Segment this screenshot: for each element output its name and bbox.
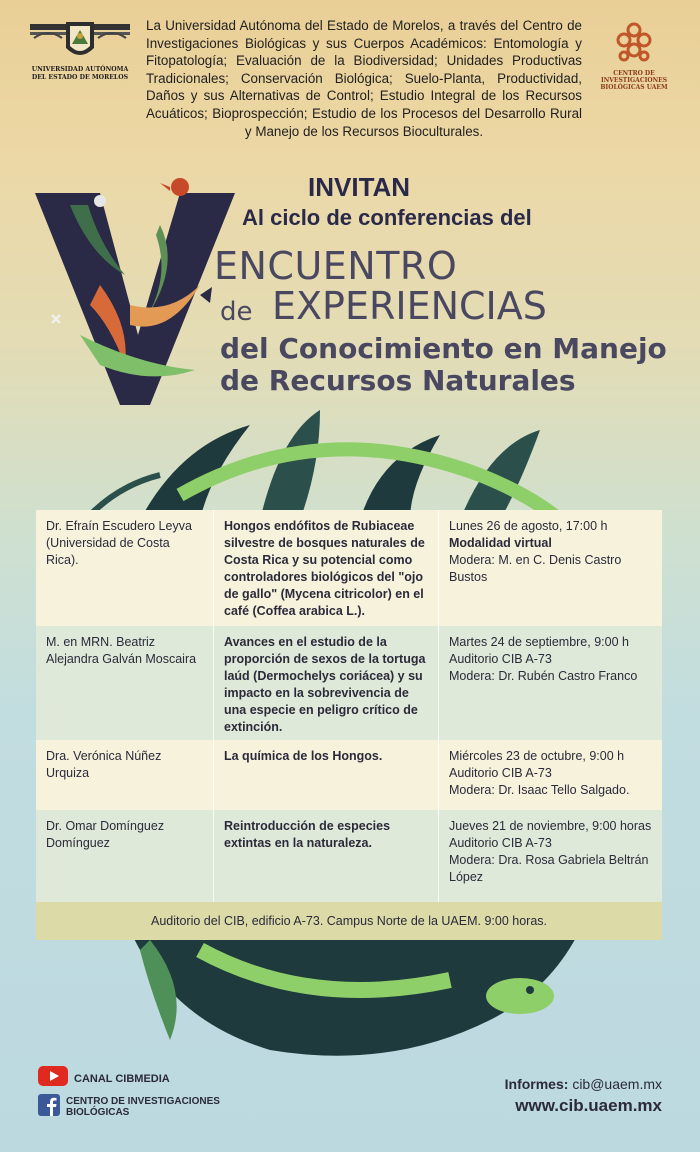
topic-cell: La química de los Hongos. bbox=[213, 740, 439, 810]
details-cell bbox=[439, 510, 662, 626]
title-line-1: ENCUENTRO bbox=[214, 244, 458, 288]
table-row bbox=[36, 810, 662, 902]
uaem-shield-icon bbox=[28, 18, 132, 64]
header-intro-text: La Universidad Autónoma del Estado de Morelos, a través del Centro de Investigaciones Biológicas y sus Cuerpos Académicos: Entomología y Fitopatología; Evaluación de la Biodiversidad; Unidades Productivas Tradicionales; Conservación Biológica; Suelo-Planta, Productividad, Daños y sus Alternativas de Control; Estudio Integral de los Recursos Acuáticos; Bioprospección; Estudio de los Procesos del Desarrollo Rural y Manejo de los Recursos Bioculturales. bbox=[146, 18, 582, 139]
speaker-cell: Dr. Efraín Escudero Leyva (Universidad de Costa Rica). bbox=[46, 519, 192, 567]
youtube-icon[interactable] bbox=[38, 1066, 68, 1086]
facebook-icon[interactable] bbox=[38, 1094, 60, 1116]
contact-email-link[interactable]: cib@uaem.mx bbox=[572, 1076, 662, 1092]
contact-informes bbox=[505, 1076, 662, 1092]
v-leaves-illustration bbox=[30, 165, 240, 410]
moderator-text: Modera: M. en C. Denis Castro Bustos bbox=[449, 553, 622, 584]
informes-label: Informes: bbox=[504, 1076, 569, 1092]
title-line-2-prefix: de bbox=[220, 297, 253, 327]
table-row bbox=[36, 626, 662, 740]
moderator-text: Modera: Dr. Isaac Tello Salgado. bbox=[449, 783, 630, 797]
uaem-name: UNIVERSIDAD AUTÓNOMA DEL ESTADO DE MORELOS bbox=[31, 66, 129, 81]
lizard-decoration-bottom bbox=[110, 930, 590, 1060]
speaker-cell: Dra. Verónica Núñez Urquiza bbox=[46, 749, 162, 780]
details-cell bbox=[439, 626, 662, 740]
subtitle-heading: Al ciclo de conferencias del bbox=[242, 205, 532, 230]
place-text: Auditorio CIB A-73 bbox=[449, 836, 552, 850]
cib-emblem-icon bbox=[612, 20, 656, 64]
title-line-3: del Conocimiento en Manejo bbox=[220, 332, 667, 365]
moderator-text: Modera: Dra. Rosa Gabriela Beltrán López bbox=[449, 853, 649, 884]
date-text: Lunes 26 de agosto, 17:00 h bbox=[449, 519, 608, 533]
place-text: Auditorio CIB A-73 bbox=[449, 766, 552, 780]
date-text: Martes 24 de septiembre, 9:00 h bbox=[449, 635, 629, 649]
title-line-2: EXPERIENCIAS bbox=[272, 284, 547, 328]
website-link[interactable]: www.cib.uaem.mx bbox=[515, 1096, 662, 1115]
table-row bbox=[36, 510, 662, 626]
invitan-heading: INVITAN bbox=[308, 172, 411, 202]
place-text: Modalidad virtual bbox=[449, 536, 552, 550]
table-row bbox=[36, 740, 662, 810]
topic-cell: Reintroducción de especies extintas en la naturaleza. bbox=[213, 810, 439, 902]
topic-cell: Hongos endófitos de Rubiaceae silvestre de bosques naturales de Costa Rica y su potencial como controladores biológicos del "ojo de gallo" (Mycena citricolor) en el café (Coffea arabica L.). bbox=[213, 510, 439, 626]
title-line-4: de Recursos Naturales bbox=[220, 364, 576, 397]
cib-name: CENTRO DE INVESTIGACIONES BIOLÓGICAS UAEM bbox=[600, 70, 668, 91]
uaem-logo bbox=[28, 18, 132, 88]
date-text: Jueves 21 de noviembre, 9:00 horas bbox=[449, 819, 652, 833]
date-text: Miércoles 23 de octubre, 9:00 h bbox=[449, 749, 625, 763]
speaker-cell: M. en MRN. Beatriz Alejandra Galván Moscaira bbox=[46, 635, 197, 666]
facebook-page-link[interactable]: CENTRO DE INVESTIGACIONES BIOLÓGICAS bbox=[66, 1096, 220, 1118]
speaker-cell: Dr. Omar Domínguez Domínguez bbox=[46, 819, 165, 850]
details-cell bbox=[439, 740, 662, 810]
cib-logo bbox=[596, 20, 672, 96]
topic-cell: Avances en el estudio de la proporción de sexos de la tortuga laúd (Dermochelys coriácea) y su impacto en la sobrevivencia de una especie en peligro crítico de extinción. bbox=[213, 626, 439, 740]
place-text: Auditorio CIB A-73 bbox=[449, 652, 552, 666]
youtube-channel-link[interactable]: CANAL CIBMEDIA bbox=[74, 1073, 170, 1085]
conference-schedule-table bbox=[36, 510, 662, 940]
details-cell bbox=[439, 810, 662, 902]
schedule-footer-note: Auditorio del CIB, edificio A-73. Campus Norte de la UAEM. 9:00 horas. bbox=[36, 902, 662, 940]
moderator-text: Modera: Dr. Rubén Castro Franco bbox=[449, 669, 638, 683]
leaves-decoration-top bbox=[60, 405, 640, 520]
